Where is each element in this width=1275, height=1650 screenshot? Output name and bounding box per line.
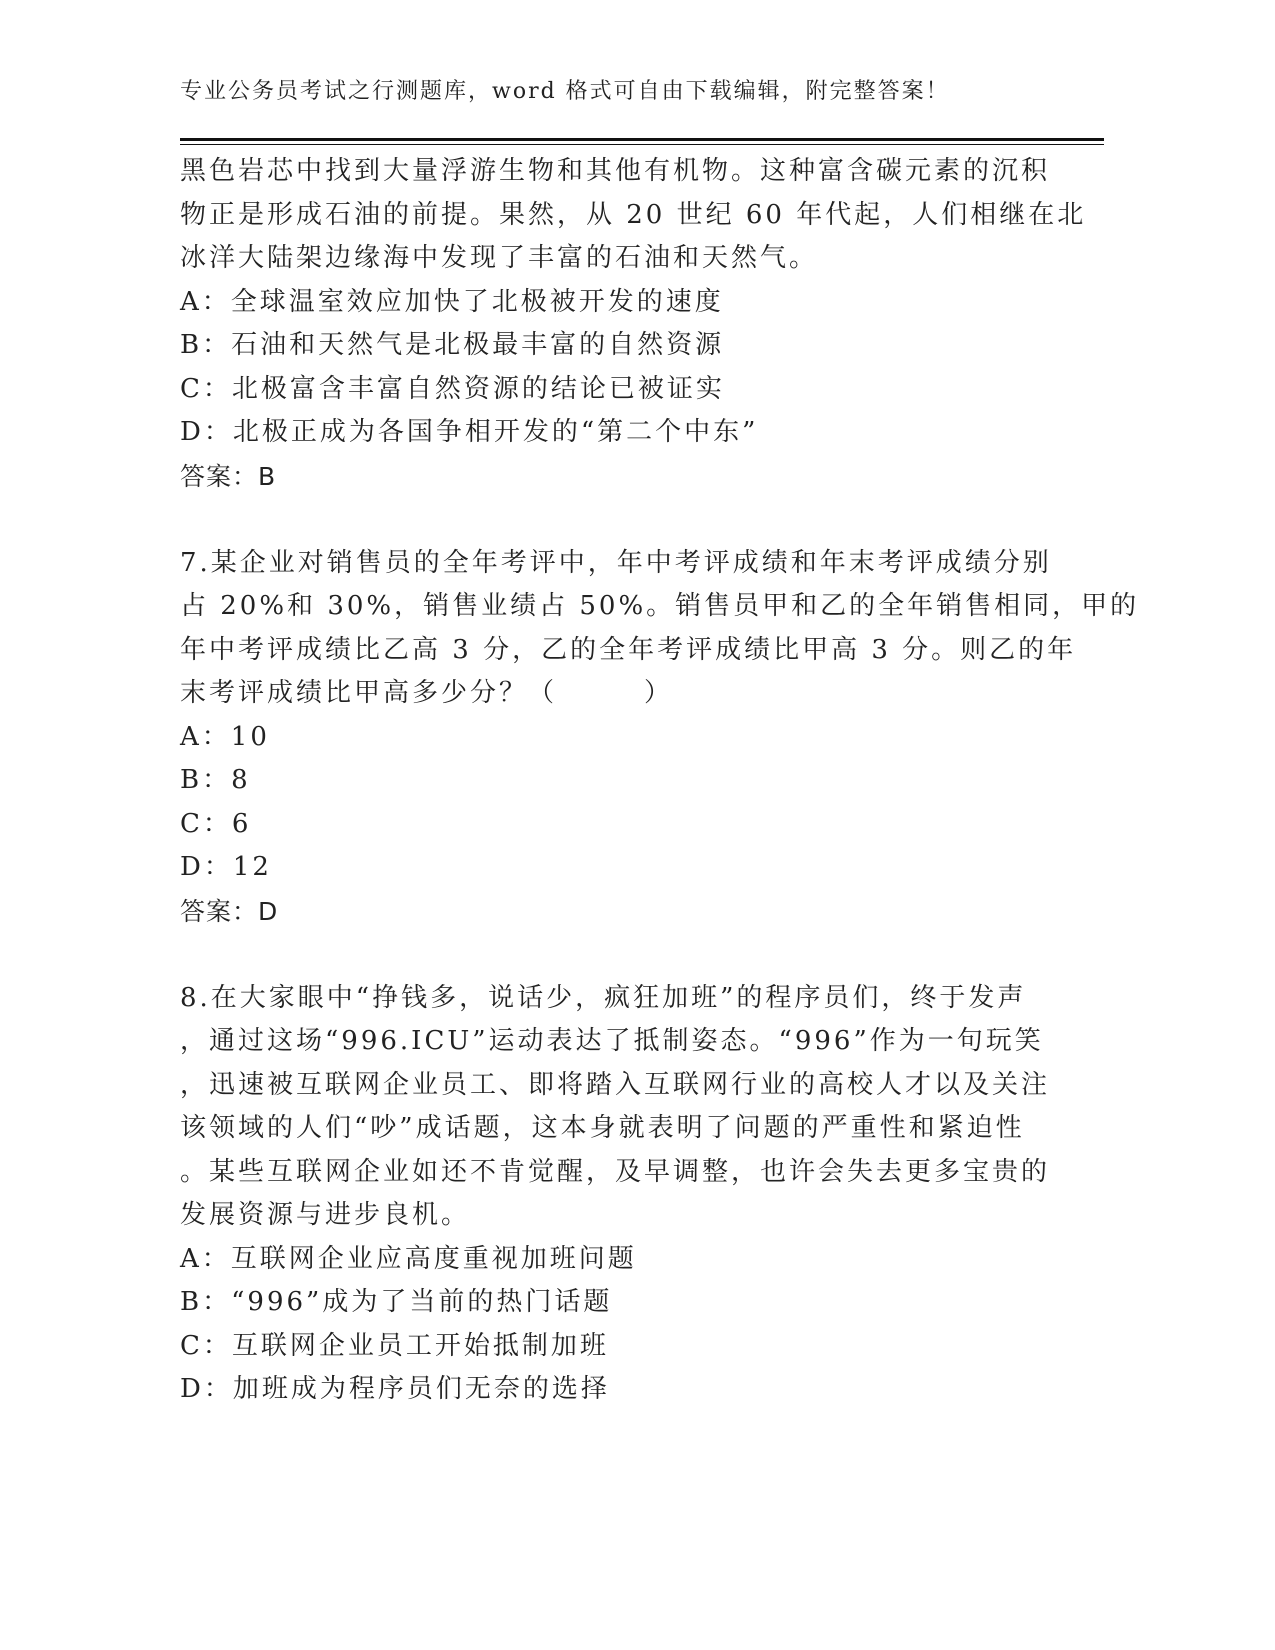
option-b: B：“996”成为了当前的热门话题 xyxy=(180,1287,613,1317)
passage-line: 黑色岩芯中找到大量浮游生物和其他有机物。这种富含碳元素的沉积 xyxy=(180,156,1051,186)
question-6 xyxy=(180,150,1087,498)
question-line: 8.在大家眼中“挣钱多，说话少，疯狂加班”的程序员们，终于发声 xyxy=(180,982,1027,1013)
answer-line: 答案：B xyxy=(180,461,277,491)
option-b: B：石油和天然气是北极最丰富的自然资源 xyxy=(180,330,725,360)
spacer xyxy=(180,933,1040,977)
question-8 xyxy=(180,977,1051,1412)
document-body xyxy=(180,150,1140,1412)
question-7 xyxy=(180,542,1140,934)
option-d: D：12 xyxy=(180,852,272,882)
question-line: 。某些互联网企业如还不肯觉醒，及早调整，也许会失去更多宝贵的 xyxy=(180,1156,1051,1187)
header-rule-thick xyxy=(180,138,1104,141)
option-c: C：互联网企业员工开始抵制加班 xyxy=(180,1330,609,1361)
option-b: B：8 xyxy=(180,765,251,795)
question-line: ，迅速被互联网企业员工、即将踏入互联网行业的高校人才以及关注 xyxy=(180,1069,1051,1100)
option-c: C：6 xyxy=(180,808,252,839)
option-c: C：北极富含丰富自然资源的结论已被证实 xyxy=(180,373,725,404)
header-rule-thin xyxy=(180,144,1104,145)
option-d: D：加班成为程序员们无奈的选择 xyxy=(180,1374,610,1404)
passage-line: 物正是形成石油的前提。果然，从 20 世纪 60 年代起，人们相继在北 xyxy=(180,199,1087,230)
question-line: 发展资源与进步良机。 xyxy=(180,1200,471,1230)
question-line: 年中考评成绩比乙高 3 分，乙的全年考评成绩比甲高 3 分。则乙的年 xyxy=(180,634,1077,665)
option-a: A：10 xyxy=(180,721,270,752)
answer-line: 答案：D xyxy=(180,896,279,926)
passage-line: 冰洋大陆架边缘海中发现了丰富的石油和天然气。 xyxy=(180,243,819,273)
question-line: 末考评成绩比甲高多少分？（ ） xyxy=(180,678,674,708)
question-line: 7.某企业对销售员的全年考评中，年中考评成绩和年末考评成绩分别 xyxy=(180,547,1052,578)
question-line: 占 20%和 30%，销售业绩占 50%。销售员甲和乙的全年销售相同，甲的 xyxy=(180,591,1140,621)
spacer xyxy=(180,498,1040,542)
question-line: 该领域的人们“吵”成话题，这本身就表明了问题的严重性和紧迫性 xyxy=(180,1113,1025,1143)
question-line: ，通过这场“996.ICU”运动表达了抵制姿态。“996”作为一句玩笑 xyxy=(180,1026,1044,1056)
option-a: A：互联网企业应高度重视加班问题 xyxy=(180,1243,637,1274)
option-a: A：全球温室效应加快了北极被开发的速度 xyxy=(180,286,724,317)
option-d: D：北极正成为各国争相开发的“第二个中东” xyxy=(180,417,759,447)
page-header: 专业公务员考试之行测题库，word 格式可自由下载编辑，附完整答案！ xyxy=(180,79,950,104)
